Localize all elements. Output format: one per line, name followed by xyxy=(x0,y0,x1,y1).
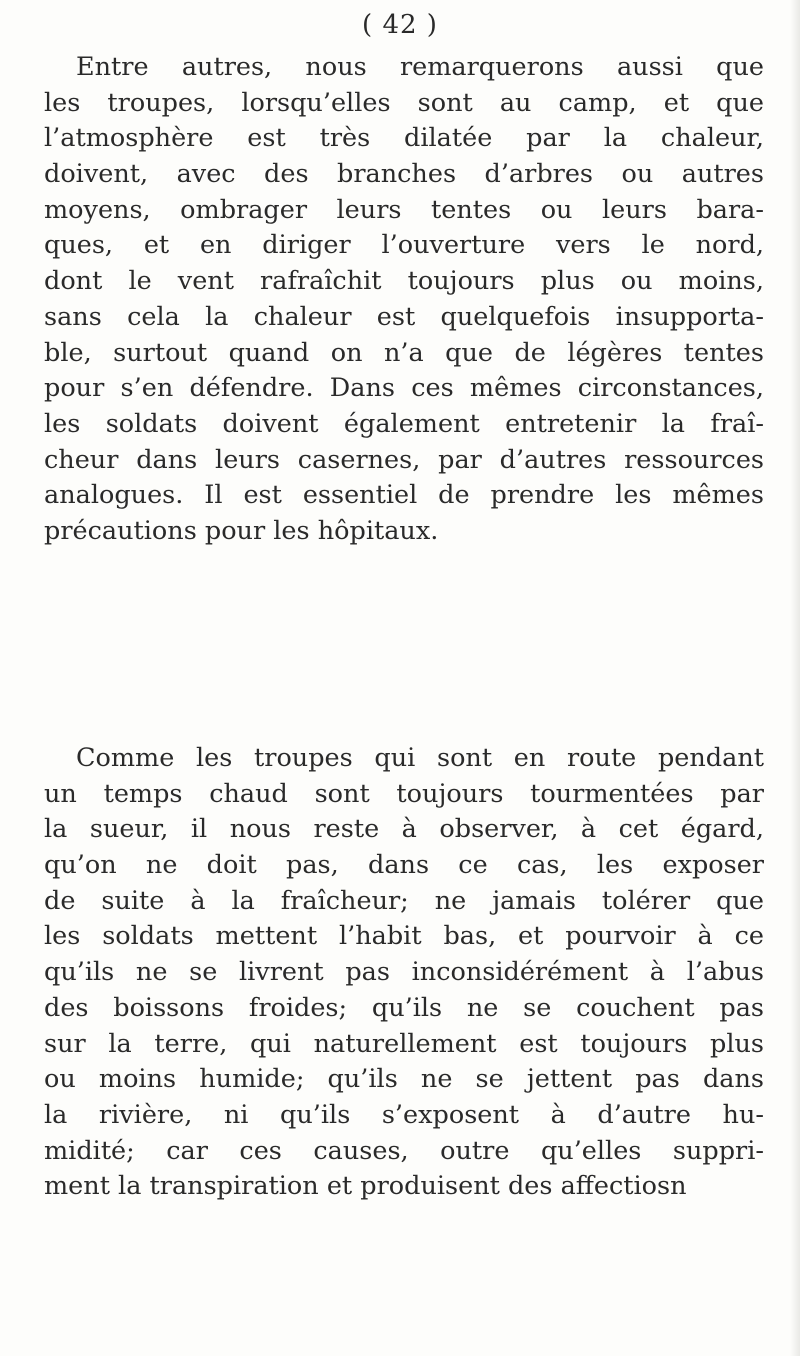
text-line: moyens, ombrager leurs tentes ou leurs bara- xyxy=(44,194,764,225)
text-line: qu’ils ne se livrent pas inconsidérément à l’abus xyxy=(44,957,764,988)
text-line: Comme les troupes qui sont en route pendant xyxy=(76,743,764,773)
text-line: sur la terre, qui naturellement est toujours plus xyxy=(44,1028,764,1059)
text-line: Entre autres, nous remarquerons aussi que xyxy=(76,52,764,82)
text-line: midité; car ces causes, outre qu’elles suppri- xyxy=(44,1135,764,1166)
text-line: la rivière, ni qu’ils s’exposent à d’autre hu- xyxy=(44,1099,764,1130)
text-line: précautions pour les hôpitaux. xyxy=(44,515,439,546)
text-line: les soldats doivent également entretenir la fraî- xyxy=(44,408,764,439)
text-line: dont le vent rafraîchit toujours plus ou moins, xyxy=(44,266,764,297)
text-line: cheur dans leurs casernes, par d’autres ressources xyxy=(44,444,764,475)
text-line: les soldats mettent l’habit bas, et pourvoir à ce xyxy=(44,921,764,952)
text-line: sans cela la chaleur est quelquefois insupporta- xyxy=(44,301,764,332)
text-line: la sueur, il nous reste à observer, à cet égard, xyxy=(44,814,764,845)
text-line: analogues. Il est essentiel de prendre les mêmes xyxy=(44,480,764,511)
text-line: un temps chaud sont toujours tourmentées par xyxy=(44,778,764,809)
text-line: ment la transpiration et produisent des affectiosn xyxy=(44,1171,687,1202)
text-line: ble, surtout quand on n’a que de légères tentes xyxy=(44,337,764,368)
text-line: doivent, avec des branches d’arbres ou autres xyxy=(44,159,764,190)
text-line: l’atmosphère est très dilatée par la chaleur, xyxy=(44,123,764,154)
text-line: de suite à la fraîcheur; ne jamais tolérer que xyxy=(44,885,764,916)
text-line: ques, et en diriger l’ouverture vers le nord, xyxy=(44,230,764,261)
text-line: ou moins humide; qu’ils ne se jettent pas dans xyxy=(44,1064,764,1095)
text-line: des boissons froides; qu’ils ne se couchent pas xyxy=(44,992,764,1023)
text-line: qu’on ne doit pas, dans ce cas, les exposer xyxy=(44,850,764,881)
paragraph-1 xyxy=(44,50,764,550)
paragraph-2 xyxy=(44,741,764,1205)
text-line: les troupes, lorsqu’elles sont au camp, et que xyxy=(44,87,764,118)
text-line: pour s’en défendre. Dans ces mêmes circonstances, xyxy=(44,373,764,404)
page-edge-shadow xyxy=(790,0,800,1356)
page-number: ( 42 ) xyxy=(362,10,438,40)
